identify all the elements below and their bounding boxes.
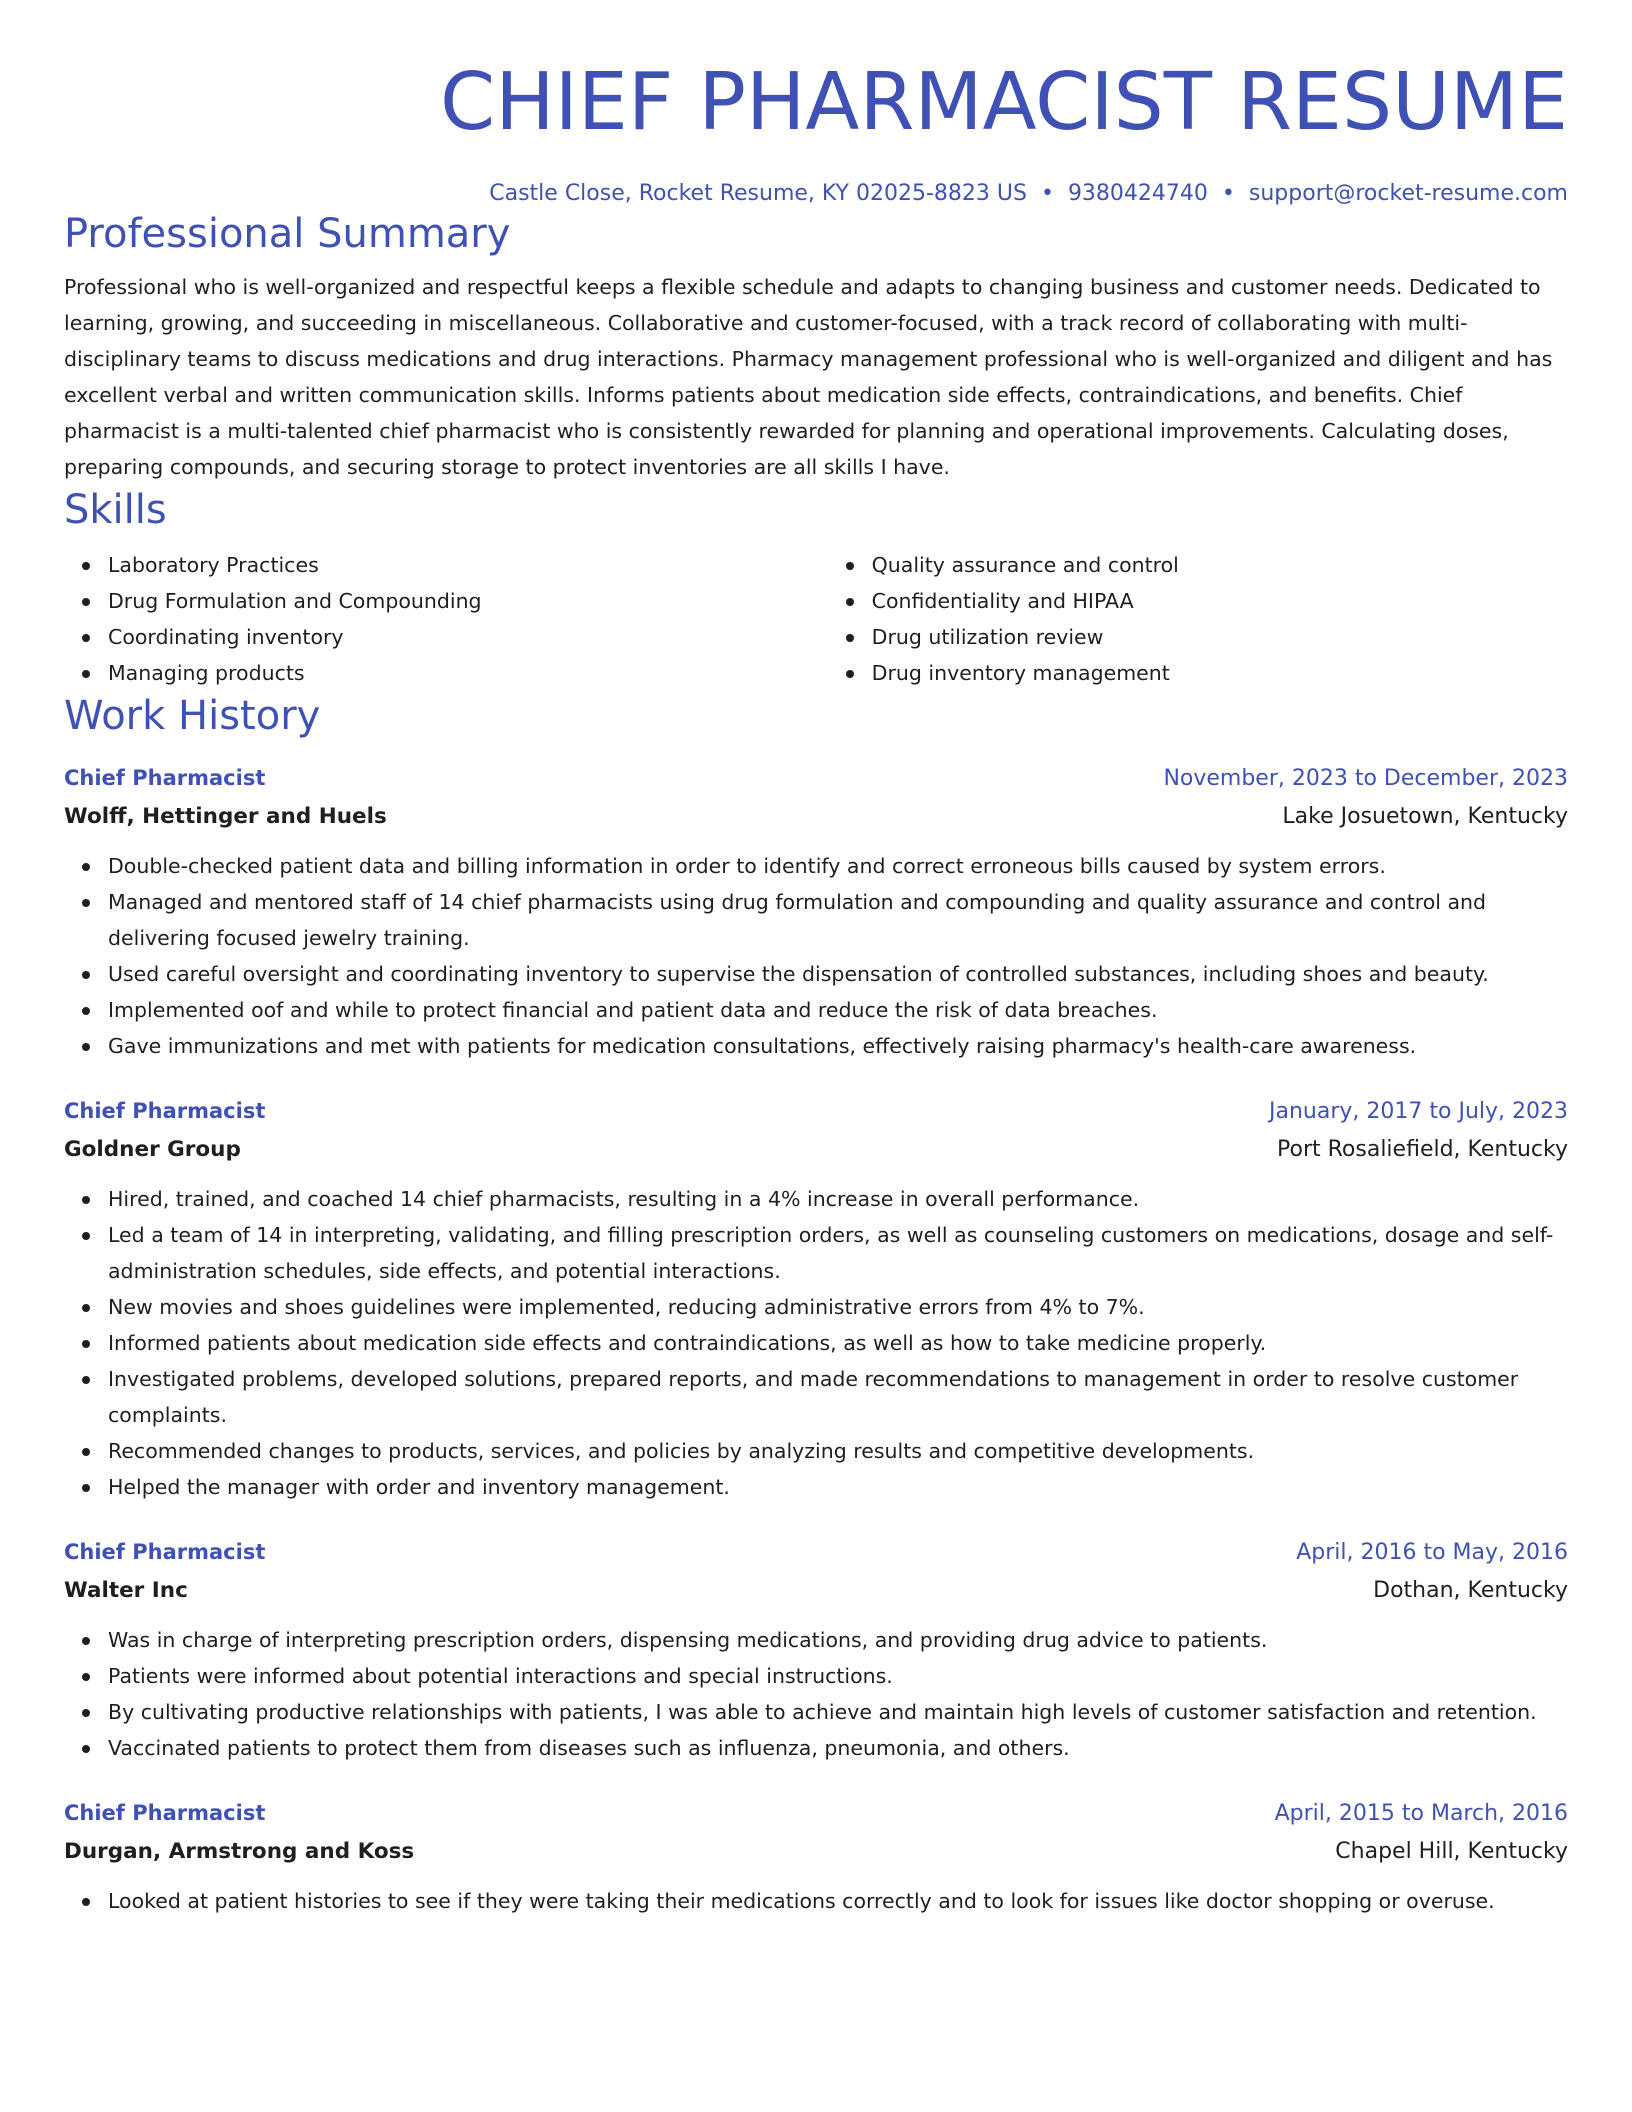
contact-separator: •: [1221, 181, 1235, 206]
job-location: Lake Josuetown, Kentucky: [1282, 804, 1568, 829]
job-bullets: [64, 1883, 1568, 1919]
job-bullets: [64, 1181, 1568, 1505]
job-bullet: Patients were informed about potential interactions and special instructions.: [108, 1658, 1568, 1694]
job-title: Chief Pharmacist: [64, 766, 266, 790]
job-entry: [64, 761, 1568, 1064]
skills-column-left: [64, 547, 828, 691]
summary-heading: Professional Summary: [64, 211, 511, 257]
job-bullet: Used careful oversight and coordinating inventory to supervise the dispensation of controlled substances, including shoes and beauty.: [108, 956, 1568, 992]
job-dates: January, 2017 to July, 2023: [1269, 1099, 1568, 1124]
job-title: Chief Pharmacist: [64, 1801, 266, 1825]
job-title: Chief Pharmacist: [64, 1099, 266, 1123]
skill-item: Coordinating inventory: [108, 619, 828, 655]
resume-page: [64, 0, 1568, 1919]
contact-separator: •: [1040, 181, 1054, 206]
skills-list: [64, 547, 1568, 691]
job-company: Goldner Group: [64, 1137, 241, 1162]
skill-item: Drug Formulation and Compounding: [108, 583, 828, 619]
job-entry: [64, 1094, 1568, 1505]
contact-address: Castle Close, Rocket Resume, KY 02025-8823 US: [489, 181, 1027, 206]
job-bullet: Managed and mentored staff of 14 chief pharmacists using drug formulation and compounding and quality assurance and control and delivering focused jewelry training.: [108, 884, 1568, 956]
summary-text: Professional who is well-organized and respectful keeps a flexible schedule and adapts to changing business and customer needs. Dedicated to learning, growing, and succeeding in miscellaneous. Collaborative and customer-focused, with a track record of collaborating with multi-disciplinary teams to discuss medications and drug interactions. Pharmacy management professional who is well-organized and diligent and has excellent verbal and written communication skills. Informs patients about medication side effects, contraindications, and benefits. Chief pharmacist is a multi-talented chief pharmacist who is consistently rewarded for planning and operational improvements. Calculating doses, preparing compounds, and securing storage to protect inventories are all skills I have.: [64, 275, 1553, 479]
skill-item: Drug inventory management: [872, 655, 1568, 691]
skill-item: Confidentiality and HIPAA: [872, 583, 1568, 619]
job-bullets: [64, 848, 1568, 1064]
job-title: Chief Pharmacist: [64, 1540, 266, 1564]
job-bullet: New movies and shoes guidelines were implemented, reducing administrative errors from 4% to 7%.: [108, 1289, 1568, 1325]
job-company: Walter Inc: [64, 1578, 188, 1603]
job-location: Chapel Hill, Kentucky: [1335, 1839, 1568, 1864]
job-bullet: Helped the manager with order and inventory management.: [108, 1469, 1568, 1505]
job-bullet: Led a team of 14 in interpreting, validating, and filling prescription orders, as well as counseling customers on medications, dosage and self-administration schedules, side effects, and potential interactions.: [108, 1217, 1568, 1289]
job-location: Dothan, Kentucky: [1373, 1578, 1568, 1603]
job-dates: April, 2015 to March, 2016: [1274, 1801, 1568, 1826]
job-company: Wolff, Hettinger and Huels: [64, 804, 387, 829]
skills-column-right: [828, 547, 1568, 691]
work-history-heading: Work History: [64, 693, 321, 739]
job-entry: [64, 1535, 1568, 1766]
job-dates: November, 2023 to December, 2023: [1163, 766, 1568, 791]
job-bullet: Hired, trained, and coached 14 chief pharmacists, resulting in a 4% increase in overall performance.: [108, 1181, 1568, 1217]
job-entry: [64, 1796, 1568, 1919]
job-bullet: Implemented oof and while to protect financial and patient data and reduce the risk of data breaches.: [108, 992, 1568, 1028]
job-bullet: Gave immunizations and met with patients for medication consultations, effectively raising pharmacy's health-care awareness.: [108, 1028, 1568, 1064]
resume-title: CHIEF PHARMACIST RESUME: [440, 56, 1568, 148]
contact-phone: 9380424740: [1067, 181, 1208, 206]
skill-item: Laboratory Practices: [108, 547, 828, 583]
skill-item: Quality assurance and control: [872, 547, 1568, 583]
skills-heading: Skills: [64, 487, 167, 533]
job-bullet: Looked at patient histories to see if they were taking their medications correctly and to look for issues like doctor shopping or overuse.: [108, 1883, 1568, 1919]
job-bullet: Vaccinated patients to protect them from diseases such as influenza, pneumonia, and others.: [108, 1730, 1568, 1766]
job-bullet: Was in charge of interpreting prescription orders, dispensing medications, and providing drug advice to patients.: [108, 1622, 1568, 1658]
contact-email[interactable]: support@rocket-resume.com: [1248, 181, 1568, 206]
job-bullet: Recommended changes to products, services, and policies by analyzing results and competitive developments.: [108, 1433, 1568, 1469]
job-company: Durgan, Armstrong and Koss: [64, 1839, 415, 1864]
job-bullet: Double-checked patient data and billing information in order to identify and correct erroneous bills caused by system errors.: [108, 848, 1568, 884]
job-dates: April, 2016 to May, 2016: [1296, 1540, 1568, 1565]
job-location: Port Rosaliefield, Kentucky: [1277, 1137, 1568, 1162]
job-bullet: By cultivating productive relationships with patients, I was able to achieve and maintain high levels of customer satisfaction and retention.: [108, 1694, 1568, 1730]
job-bullet: Investigated problems, developed solutions, prepared reports, and made recommendations to management in order to resolve customer complaints.: [108, 1361, 1568, 1433]
skill-item: Managing products: [108, 655, 828, 691]
job-bullet: Informed patients about medication side effects and contraindications, as well as how to take medicine properly.: [108, 1325, 1568, 1361]
contact-line: [64, 179, 1568, 209]
job-bullets: [64, 1622, 1568, 1766]
skill-item: Drug utilization review: [872, 619, 1568, 655]
